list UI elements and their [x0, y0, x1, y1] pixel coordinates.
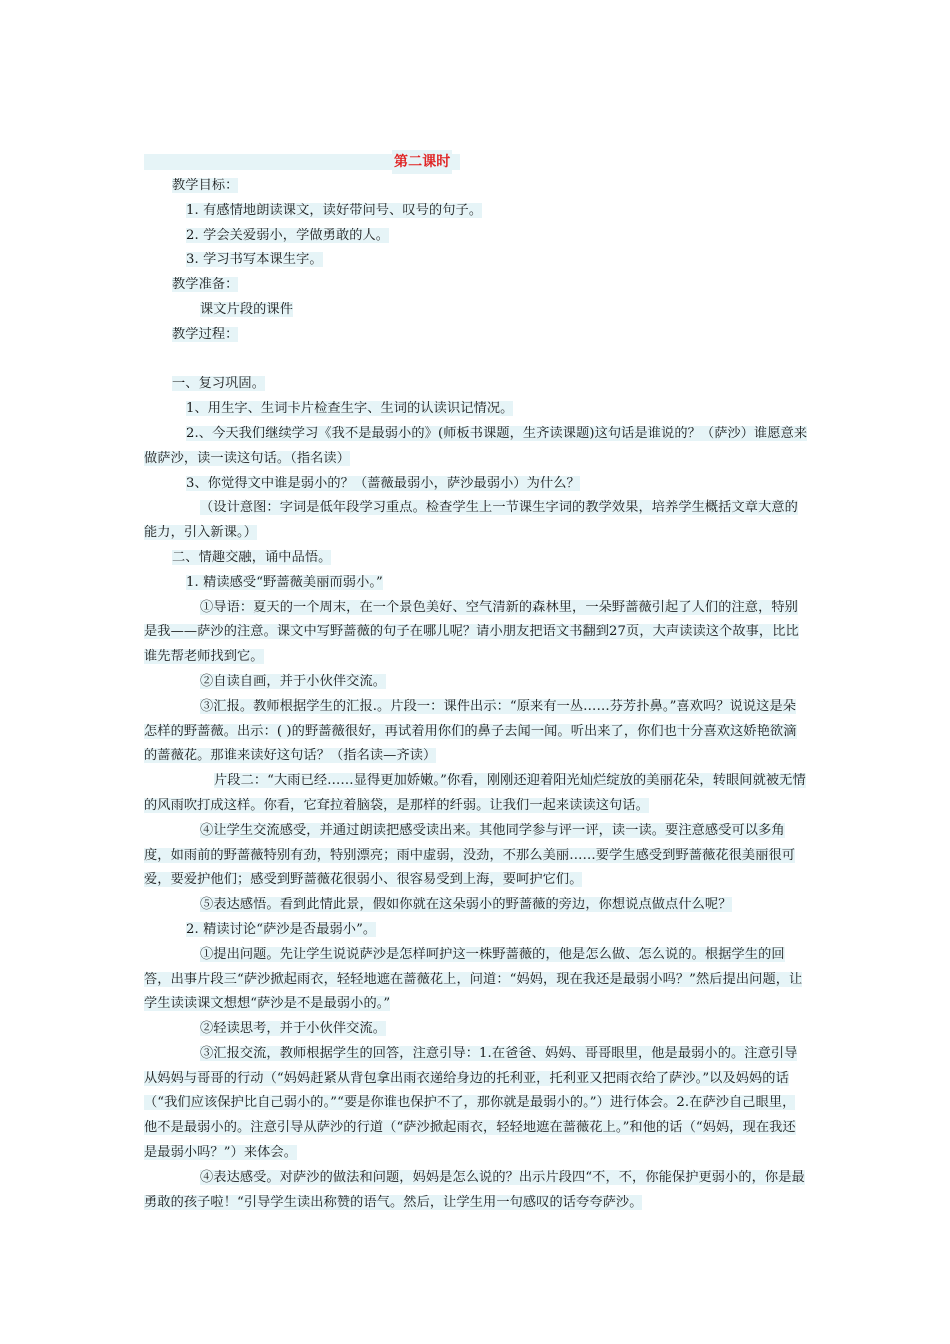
paragraph-text: 3. 学习书写本课生字。	[186, 252, 323, 268]
paragraph-text: 2.、今天我们继续学习《我不是最弱小的》(师板书课题，生齐读课题)这句话是谁说的？（萨沙）谁愿意来做萨沙，读一读这句话。（指名读）	[144, 425, 808, 466]
paragraph	[144, 348, 808, 373]
paragraph	[144, 298, 808, 323]
paragraph	[144, 695, 808, 769]
paragraph	[144, 596, 808, 670]
paragraph-text: ②轻读思考，并于小伙伴交流。	[200, 1021, 387, 1037]
paragraph	[144, 546, 808, 571]
paragraph-text: 二、情趣交融，诵中品悟。	[172, 549, 332, 565]
paragraph-text: ⑤表达感悟。看到此情此景，假如你就在这朵弱小的野蔷薇的旁边，你想说点做点什么呢？	[200, 897, 732, 913]
paragraph	[144, 943, 808, 1017]
paragraph-text: 2. 学会关爱弱小，学做勇敢的人。	[186, 227, 390, 243]
paragraph	[144, 323, 808, 348]
paragraph	[144, 199, 808, 224]
paragraph-text: ③汇报交流，教师根据学生的回答，注意引导：1.在爸爸、妈妈、哥哥眼里，他是最弱小的。注意引导从妈妈与哥哥的行动（“妈妈赶紧从背包拿出雨衣递给身边的托利亚，托利亚又把雨衣给了萨沙。”以及妈妈的话（“我们应该保护比自己弱小的。”“要是你谁也保护不了，那你就是最弱小的。”）进行体会。2.在萨沙自己眼里，他不是最弱小的。注意引导从萨沙的行道（“萨沙掀起雨衣，轻轻地遮在蔷薇花上。”和他的话（“妈妈，现在我还是最弱小吗？”）来体会。	[144, 1045, 798, 1161]
paragraph-text: 教学过程：	[172, 326, 239, 342]
paragraph	[144, 372, 808, 397]
paragraph-text: 1、用生字、生词卡片检查生字、生词的认读识记情况。	[186, 401, 514, 417]
title-row	[144, 150, 808, 174]
paragraph-text: 教学准备：	[172, 277, 239, 293]
paragraph	[144, 1017, 808, 1042]
paragraph-text: 教学目标：	[172, 178, 239, 193]
paragraph	[144, 571, 808, 596]
paragraph-text: 课文片段的课件	[200, 301, 294, 317]
paragraph	[144, 422, 808, 472]
paragraph-text: ①提出问题。先让学生说说萨沙是怎样呵护这一株野蔷薇的，他是怎么做、怎么说的。根据学生的回答，出事片段三“萨沙掀起雨衣，轻轻地遮在蔷薇花上，问道：“妈妈，现在我还是最弱小吗？”然后提出问题，让学生读读课文想想“萨沙是不是最弱小的。”	[144, 946, 803, 1012]
paragraph	[144, 1166, 808, 1216]
paragraph	[144, 819, 808, 893]
paragraph-text: 一、复习巩固。	[172, 376, 266, 392]
paragraph-text: （设计意图：字词是低年段学习重点。检查学生上一节课生字词的教学效果，培养学生概括文章大意的能力，引入新课。）	[144, 500, 798, 541]
paragraph	[144, 893, 808, 918]
paragraph	[144, 224, 808, 249]
document-body	[144, 150, 808, 1215]
paragraph	[144, 769, 808, 819]
paragraph-text: ④表达感受。对萨沙的做法和问题，妈妈是怎么说的？出示片段四“不，不，你能保护更弱小的，你是最勇敢的孩子啦！“引导学生读出称赞的语气。然后，让学生用一句感叹的话夸夸萨沙。	[144, 1169, 805, 1210]
paragraph-text: ④让学生交流感受，并通过朗读把感受读出来。其他同学参与评一评，读一读。要注意感受可以多角度，如雨前的野蔷薇特别有劲，特别漂亮；雨中虚弱，没劲，不那么美丽……要学生感受到野蔷薇花很美丽很可爱，要爱护他们；感受到野蔷薇花很弱小、很容易受到上海，要呵护它们。	[144, 822, 796, 888]
paragraph-text: ②自读自画，并于小伙伴交流。	[200, 673, 387, 689]
paragraph	[144, 670, 808, 695]
paragraph	[144, 496, 808, 546]
paragraph-text: 片段二：“大雨已经……显得更加娇嫩。”你看，刚刚还迎着阳光灿烂绽放的美丽花朵，转眼间就被无情的风雨吹打成这样。你看，它耷拉着脑袋，是那样的纤弱。让我们一起来读读这句话。	[144, 773, 806, 813]
paragraph	[144, 472, 808, 497]
paragraph	[144, 174, 808, 199]
paragraph-list	[144, 174, 808, 1215]
paragraph-text: 2. 精读讨论“萨沙是否最弱小”。	[186, 921, 377, 937]
page-title: 第二课时	[392, 150, 452, 174]
paragraph-text: ③汇报。教师根据学生的汇报.。片段一：课件出示：“原来有一丛……芬芳扑鼻。”喜欢吗？说说这是朵怎样的野蔷薇。出示：( )的野蔷薇很好，再试着用你们的鼻子去闻一闻。听出来了，你们也十分喜欢这娇艳欲滴的蔷薇花。那谁来读好这句话？（指名读—齐读）	[144, 698, 797, 764]
paragraph-text: 3、你觉得文中谁是弱小的？（蔷薇最弱小，萨沙最弱小）为什么？	[186, 475, 580, 491]
paragraph-text: 1. 有感情地朗读课文，读好带问号、叹号的句子。	[186, 202, 483, 218]
paragraph	[144, 1042, 808, 1166]
paragraph-text: ①导语：夏天的一个周末，在一个景色美好、空气清新的森林里，一朵野蔷薇引起了人们的注意，特别是我——萨沙的注意。课文中写野蔷薇的句子在哪儿呢？请小朋友把语文书翻到27页，大声读读这个故事，比比谁先帮老师找到它。	[144, 599, 799, 665]
paragraph	[144, 918, 808, 943]
paragraph	[144, 273, 808, 298]
paragraph	[144, 397, 808, 422]
paragraph-text: 1. 精读感受“野蔷薇美丽而弱小。”	[186, 574, 383, 590]
paragraph	[144, 248, 808, 273]
